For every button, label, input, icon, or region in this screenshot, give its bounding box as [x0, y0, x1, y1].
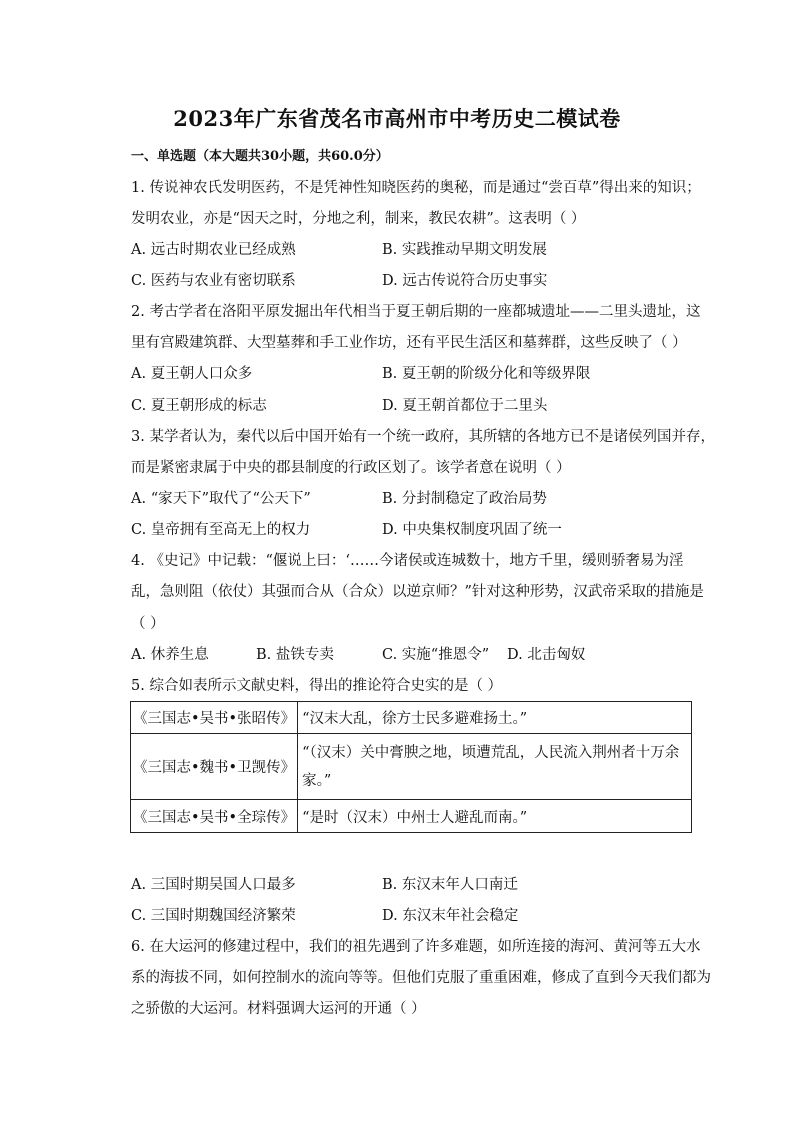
quote-text: 家。” [302, 772, 332, 789]
option-a: A. 三国时期吴国人口最多 [131, 877, 296, 893]
question-text: 之骄傲的大运河。材料强调大运河的开通（ ） [131, 1001, 426, 1017]
question-text: 4. 《史记》中记载：“偃说上曰：‘……今诸侯或连城数十，地方千里，缓则骄奢易为淫 [131, 553, 684, 569]
option-a: A. 远古时期农业已经成熟 [131, 242, 296, 258]
quote-text: “是时（汉末）中州士人避乱而南。” [302, 809, 528, 826]
option-c: C. 夏王朝形成的标志 [131, 398, 267, 414]
question-text: 发明农业，亦是“因天之时，分地之利，制来，教民农耕”。这表明（ ） [131, 211, 586, 227]
question-text: 5. 综合如表所示文献史料，得出的推论符合史实的是（ ） [131, 678, 503, 694]
option-b: B. 盐铁专卖 [256, 647, 334, 663]
quote-text: “（汉末）关中膏腴之地，顷遭荒乱，人民流入荆州者十万余 [302, 744, 680, 761]
quote-text: “汉末大乱，徐方士民多避难扬土。” [302, 711, 528, 727]
table-row [131, 800, 692, 833]
option-b: B. 分封制稳定了政治局势 [382, 491, 547, 507]
option-b: B. 实践推动早期文明发展 [382, 242, 547, 258]
option-b: B. 夏王朝的阶级分化和等级界限 [382, 366, 591, 382]
question-text: （ ） [131, 616, 165, 632]
option-a: A. “家天下”取代了“公天下” [131, 491, 311, 507]
table-row [131, 734, 692, 800]
option-d: D. 北击匈奴 [507, 647, 586, 663]
option-d: D. 东汉末年社会稳定 [382, 908, 519, 924]
question-text: 1. 传说神农氏发明医药，不是凭神性知晓医药的奥秘，而是通过“尝百草”得出来的知识； [131, 180, 701, 196]
question-text: 3. 某学者认为，秦代以后中国开始有一个统一政府，其所辖的各地方已不是诸侯列国并存， [131, 429, 715, 445]
source-table [130, 701, 692, 833]
option-c: C. 皇帝拥有至高无上的权力 [131, 522, 311, 538]
option-a: A. 夏王朝人口众多 [131, 366, 253, 382]
question-text: 系的海拔不同，如何控制水的流向等等。但他们克服了重重困难，修成了直到今天我们都为 [131, 970, 711, 986]
option-c: C. 医药与农业有密切联系 [131, 273, 296, 289]
question-text: 里有宫殿建筑群、大型墓葬和手工业作坊，还有平民生活区和墓葬群，这些反映了（ ） [131, 335, 687, 351]
question-text: 6. 在大运河的修建过程中，我们的祖先遇到了许多难题，如所连接的海河、黄河等五大水 [131, 939, 701, 955]
source-cell: 《三国志•吴书•全琮传》 [131, 800, 298, 833]
quote-cell [298, 702, 692, 734]
question-text: 2. 考古学者在洛阳平原发掘出年代相当于夏王朝后期的一座都城遗址——二里头遗址，这 [131, 304, 701, 320]
option-c: C. 实施“推恩令” [382, 647, 490, 663]
option-b: B. 东汉末年人口南迁 [382, 877, 518, 893]
option-c: C. 三国时期魏国经济繁荣 [131, 908, 296, 924]
section-heading: 一、单选题（本大题共30小题，共60.0分） [131, 149, 389, 164]
option-d: D. 远古传说符合历史事实 [382, 273, 548, 289]
source-cell: 《三国志•魏书•卫觊传》 [131, 734, 298, 800]
question-text: 乱，急则阻（依仗）其强而合从（合众）以逆京师？”针对这种形势，汉武帝采取的措施是 [131, 584, 704, 600]
quote-cell [298, 800, 692, 833]
option-d: D. 夏王朝首都位于二里头 [382, 398, 548, 414]
table-row [131, 702, 692, 734]
quote-cell [298, 734, 692, 800]
question-text: 而是紧密隶属于中央的郡县制度的行政区划了。该学者意在说明（ ） [131, 460, 571, 476]
option-d: D. 中央集权制度巩固了统一 [382, 522, 562, 538]
exam-title: 2023年广东省茂名市高州市中考历史二模试卷 [173, 106, 621, 131]
source-cell: 《三国志•吴书•张昭传》 [131, 702, 298, 734]
option-a: A. 休养生息 [131, 647, 209, 663]
